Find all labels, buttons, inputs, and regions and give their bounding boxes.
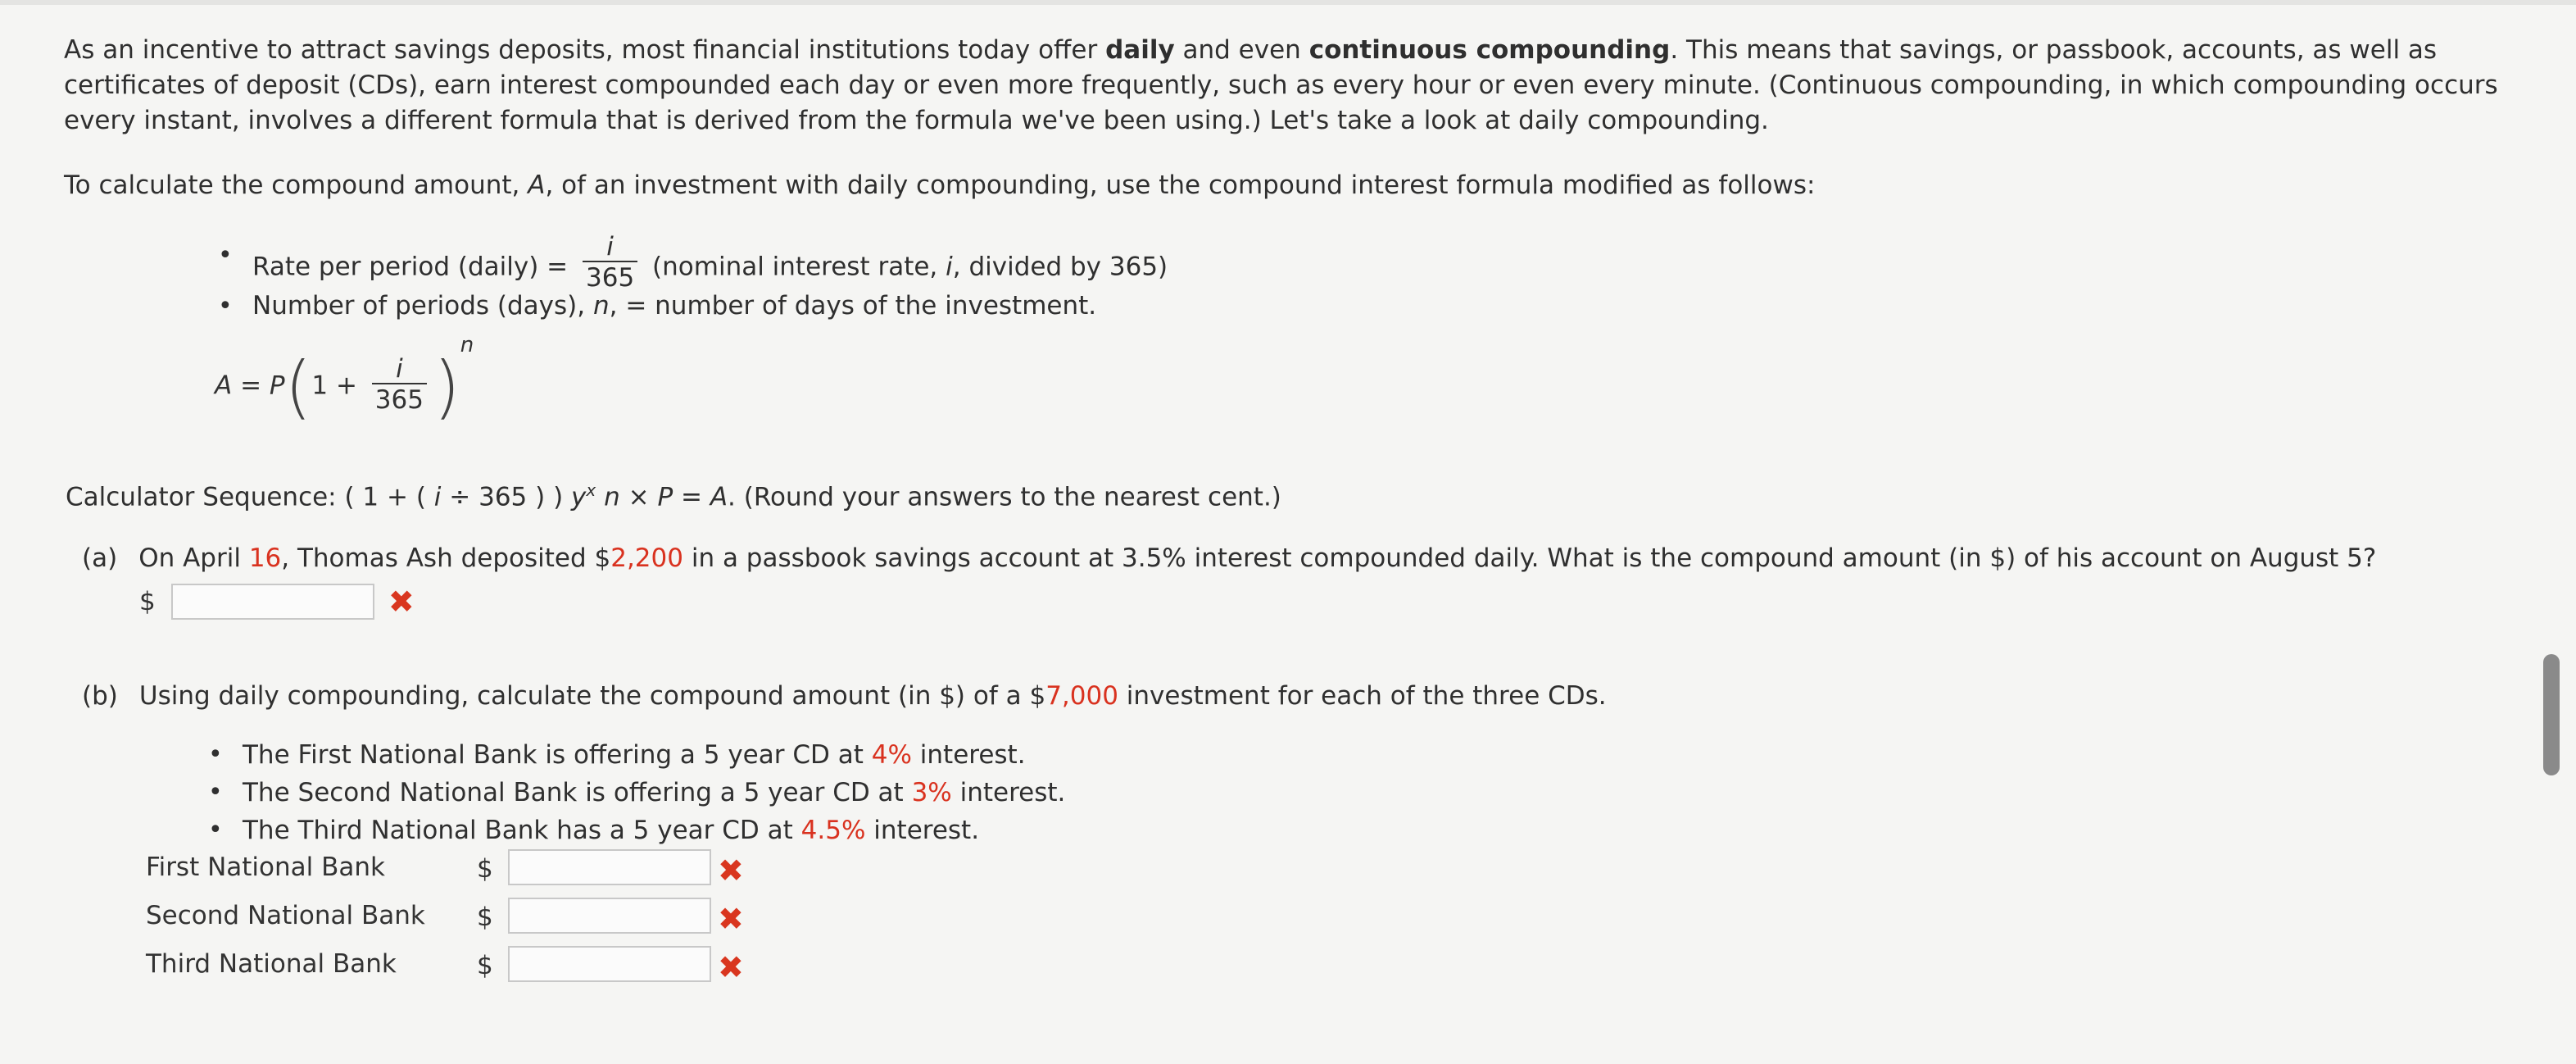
second-bank-label: Second National Bank [146,901,425,930]
bank-bullet-text: The First National Bank is offering a 5 year CD at [243,740,872,770]
formula-numerator: i [396,354,403,384]
x-mark-icon: ✖ [718,901,744,937]
intro-bold-continuous: continuous compounding [1308,35,1671,65]
formula-principal: P [269,371,285,401]
calcseq-y: y [571,482,587,512]
calcseq-text-1: Calculator Sequence: ( 1 + ( [66,482,434,512]
formula-intro-var: A [528,171,546,200]
rate-label: Rate per period (daily) = [252,252,569,282]
bank-bullet-text: The Third National Bank has a 5 year CD at [243,816,801,845]
third-bank-dollar: $ [477,951,493,980]
part-a-question [82,541,2532,576]
calcseq-equals: = [673,482,710,512]
periods-var: n [592,291,610,321]
part-b-label: (b) [82,681,118,711]
formula-equals: = [232,371,270,401]
part-b-text-2: investment for each of the three CDs. [1118,681,1607,711]
x-mark-icon: ✖ [388,584,415,620]
periods-text-2: , = number of days of the investment. [609,291,1097,321]
compound-formula [215,333,474,427]
rate-note-1: (nominal interest rate, [652,252,946,282]
bank-bullet-rate: 3% [911,778,952,807]
third-bank-label: Third National Bank [146,949,397,979]
part-b-amount: 7,000 [1045,681,1118,711]
part-a-text-1: On April [138,543,249,573]
part-a-dollar-sign: $ [139,587,156,616]
intro-bold-daily: daily [1105,35,1175,65]
formula-fraction [372,355,427,416]
rate-note-var: i [946,252,953,282]
calcseq-n: n [596,482,620,512]
part-b-text-1: Using daily compounding, calculate the compound amount (in $) of a $ [138,681,1046,711]
formula-close-paren: ) [433,347,460,427]
bank-bullet [203,812,1065,849]
second-bank-answer-input[interactable] [508,898,711,934]
part-a-label: (a) [82,543,118,573]
formula-intro-text-2: , of an investment with daily compounding, use the compound interest formula modified as follows: [545,171,1816,200]
x-mark-icon: ✖ [718,949,744,985]
first-bank-dollar: $ [477,854,493,884]
formula-bullets [213,232,1168,324]
calculator-sequence [66,473,1281,515]
formula-one-plus: 1 + [311,371,365,401]
bank-bullet-after: interest. [865,816,980,845]
intro-text-3: . This means that savings, or passbook, accounts, as well as certificates of deposit (CDs), earn interest compounded each day or even more frequently, such as every hour or even every minute. (Continuous compounding, in which compounding occurs every instant, involves a different formula that is derived from the formula we've been using.) Let's take a look at daily compounding. [64,35,2498,135]
bank-bullets [203,736,1065,849]
bank-bullet-after: interest. [951,778,1066,807]
calcseq-p: P [657,482,673,512]
rate-fraction [583,233,637,293]
part-a-date: 16 [248,543,282,573]
formula-exponent: n [460,333,474,358]
part-a-answer-input[interactable] [171,584,374,620]
intro-paragraph [64,33,2514,139]
first-bank-label: First National Bank [146,853,385,882]
bank-bullet-text: The Second National Bank is offering a 5 year CD at [243,778,912,807]
scrollbar-thumb[interactable] [2543,654,2560,775]
part-a-amount: 2,200 [610,543,683,573]
bank-bullet-rate: 4.5% [800,816,866,845]
calcseq-text-2: ÷ 365 ) ) [441,482,572,512]
rate-bullet [213,232,1168,293]
part-a-text-3: in a passbook savings account at 3.5% interest compounded daily. What is the compound amount (in $) of his account on August 5? [683,543,2377,573]
formula-open-paren: ( [284,347,312,427]
intro-text-1: As an incentive to attract savings deposits, most financial institutions today offer [64,35,1106,65]
formula-intro [64,168,2514,203]
bank-bullet [203,774,1065,812]
periods-text-1: Number of periods (days), [252,291,593,321]
part-a-answer-row [139,584,415,625]
formula-intro-text-1: To calculate the compound amount, [64,171,528,200]
calcseq-times: × [619,482,658,512]
third-bank-answer-input[interactable] [508,946,711,982]
calcseq-text-3: . (Round your answers to the nearest cent.) [728,482,1281,512]
periods-bullet [213,289,1168,324]
bank-bullet [203,736,1065,774]
rate-denominator: 365 [583,261,637,293]
formula-lhs: A [215,371,233,401]
bank-bullet-after: interest. [911,740,1026,770]
part-a-text-2: , Thomas Ash deposited $ [281,543,611,573]
bank-bullet-rate: 4% [871,740,912,770]
part-b-question [82,679,2532,714]
rate-note-2: , divided by 365) [952,252,1168,282]
second-bank-dollar: $ [477,903,493,932]
x-mark-icon: ✖ [718,853,744,889]
calcseq-a: A [710,482,728,512]
rate-numerator: i [606,232,614,261]
intro-text-2: and even [1174,35,1309,65]
calcseq-x: x [586,480,596,500]
calcseq-i: i [433,482,442,512]
top-divider [0,0,2576,5]
formula-denominator: 365 [372,383,427,416]
first-bank-answer-input[interactable] [508,849,711,885]
